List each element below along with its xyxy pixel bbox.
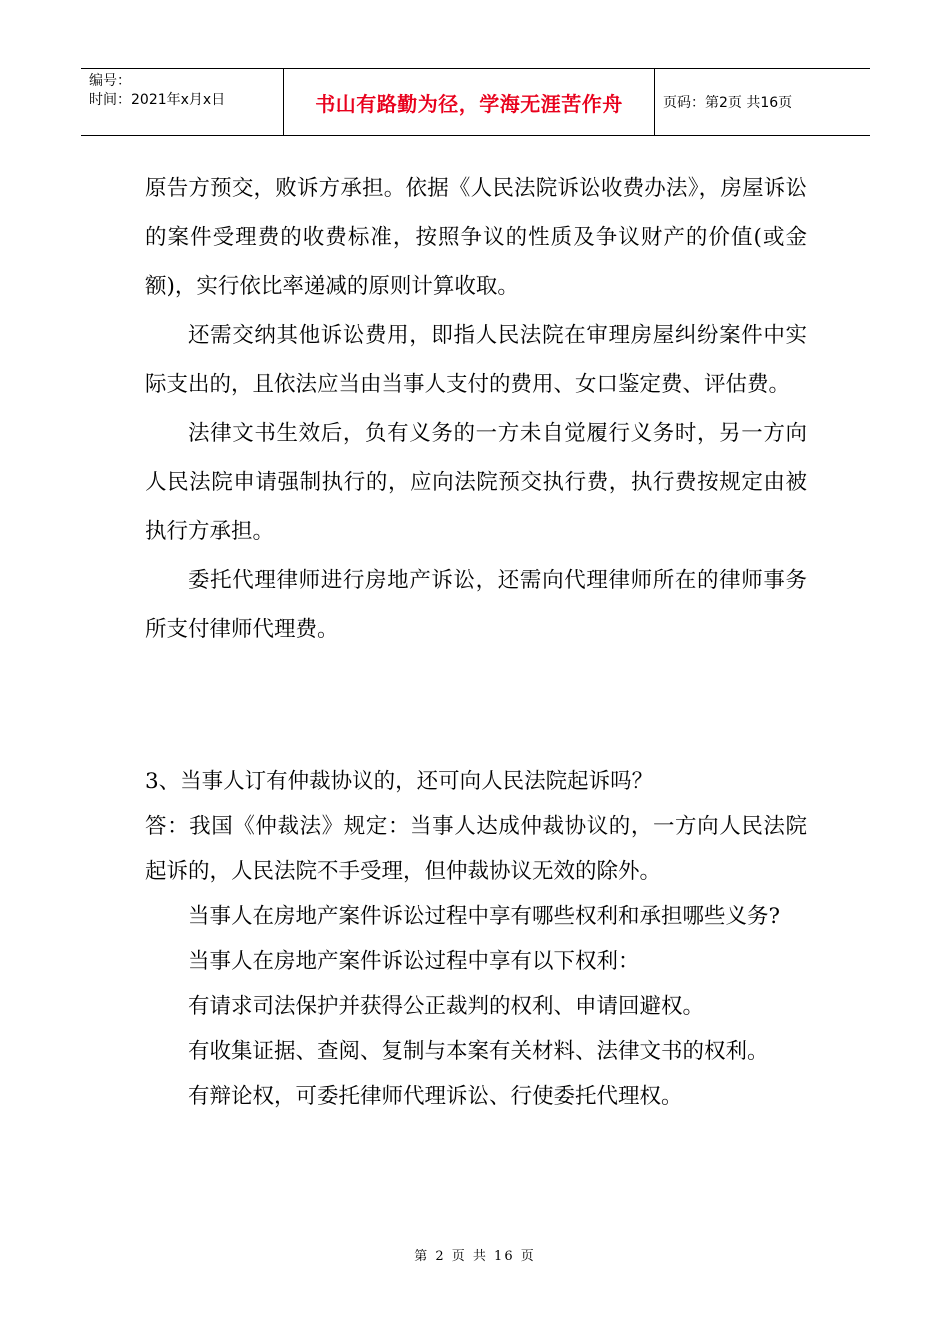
question-heading: 3、当事人订有仲裁协议的，还可向人民法院起诉吗？ xyxy=(145,769,654,794)
paragraph: 当事人在房地产案件诉讼过程中享有以下权利： xyxy=(188,949,640,974)
document-header xyxy=(81,68,870,136)
date-label: 时间：2021年x月x日 xyxy=(89,92,226,108)
header-motto-cell xyxy=(283,69,655,135)
motto-text: 书山有路勤为径，学海无涯苦作舟 xyxy=(315,91,623,116)
paragraph: 有辩论权，可委托律师代理诉讼、行使委托代理权。 xyxy=(188,1084,683,1109)
page-info-text: 页码：第2页 共16页 xyxy=(663,95,793,111)
page-footer: 第 2 页 共 16 页 xyxy=(414,1249,536,1264)
paragraph: 委托代理律师进行房地产诉讼，还需向代理律师所在的律师事务所支付律师代理费。 xyxy=(145,568,807,642)
document-body xyxy=(145,164,807,1119)
answer-paragraph: 答：我国《仲裁法》规定：当事人达成仲裁协议的，一方向人民法院起诉的，人民法院不手受理，但仲裁协议无效的除外。 xyxy=(145,814,807,884)
paragraph: 法律文书生效后，负有义务的一方未自觉履行义务时，另一方向人民法院申请强制执行的，应向法院预交执行费，执行费按规定由被执行方承担。 xyxy=(145,421,807,544)
number-label: 编号： xyxy=(89,73,131,89)
paragraph: 还需交纳其他诉讼费用，即指人民法院在审理房屋纠纷案件中实际支出的，且依法应当由当事人支付的费用、女口鉴定费、评估费。 xyxy=(145,323,807,397)
paragraph: 有收集证据、查阅、复制与本案有关材料、法律文书的权利。 xyxy=(188,1039,769,1064)
paragraph: 当事人在房地产案件诉讼过程中享有哪些权利和承担哪些义务? xyxy=(188,904,781,929)
paragraph: 原告方预交，败诉方承担。依据《人民法院诉讼收费办法》，房屋诉讼的案件受理费的收费标准，按照争议的性质及争议财产的价值(或金额)，实行依比率递减的原则计算收取。 xyxy=(145,176,807,299)
blank-space xyxy=(145,654,807,759)
header-meta xyxy=(81,69,283,135)
paragraph: 有请求司法保护并获得公正裁判的权利、申请回避权。 xyxy=(188,994,705,1019)
header-page-info xyxy=(655,69,870,135)
